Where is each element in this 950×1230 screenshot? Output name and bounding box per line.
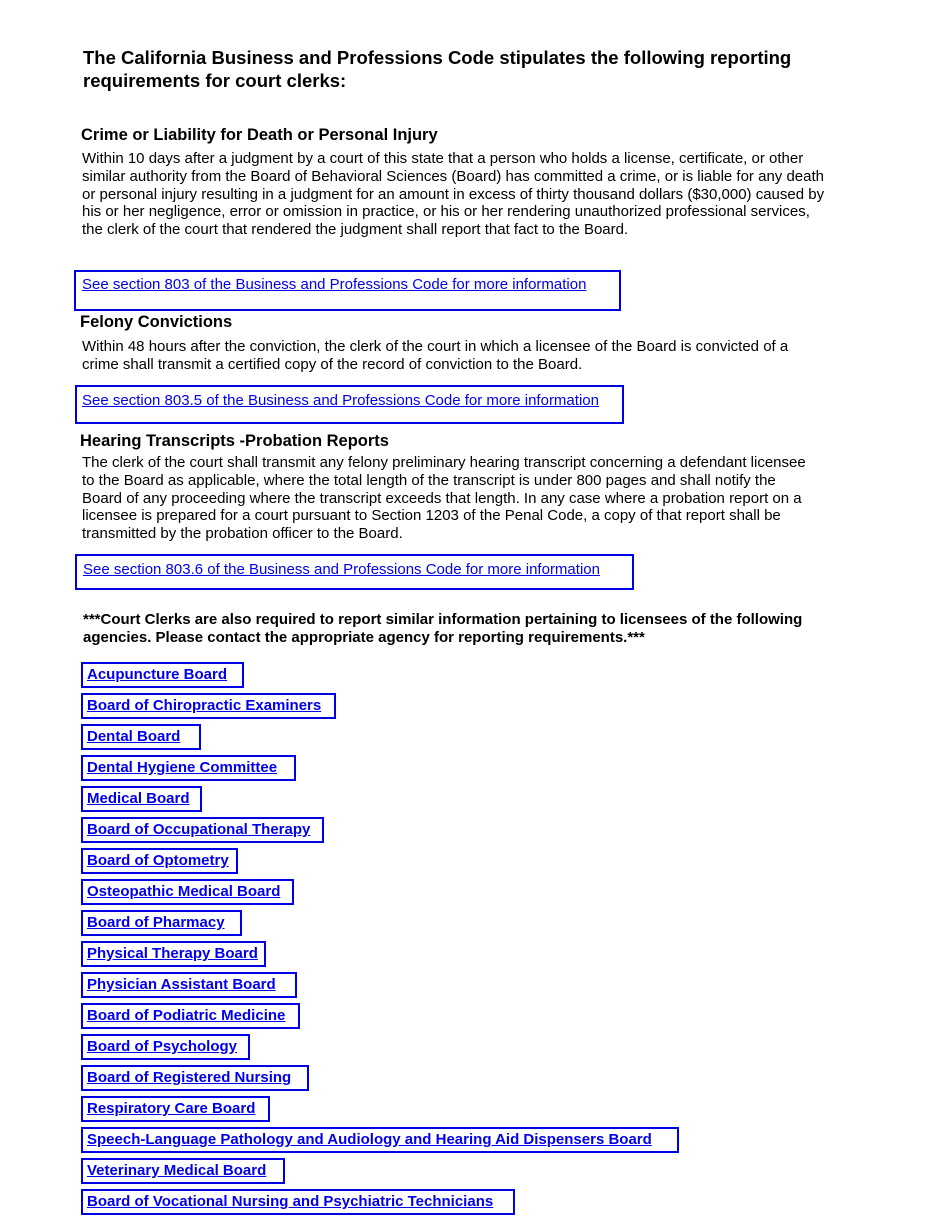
agency-box [81, 755, 296, 781]
section-heading-felony-convictions: Felony Convictions [80, 313, 233, 331]
agency-link-pharmacy[interactable]: Board of Pharmacy [87, 914, 225, 931]
agency-box [81, 662, 244, 688]
link-box-section-803-5 [75, 385, 624, 424]
agency-link-acupuncture-board[interactable]: Acupuncture Board [87, 666, 228, 683]
agency-link-medical-board[interactable]: Medical Board [87, 790, 190, 807]
agency-box [81, 848, 238, 874]
agency-link-physician-assistant-board[interactable]: Physician Assistant Board [87, 976, 276, 993]
agency-box [81, 941, 266, 967]
agency-link-optometry[interactable]: Board of Optometry [87, 852, 229, 869]
agency-box [81, 972, 297, 998]
section-heading-crime-liability: Crime or Liability for Death or Personal Injury [81, 126, 438, 144]
agency-link-podiatric-medicine[interactable]: Board of Podiatric Medicine [87, 1007, 286, 1024]
agency-box [81, 1096, 270, 1122]
agency-link-speech-language-pathology[interactable]: Speech-Language Pathology and Audiology and Hearing Aid Dispensers Board [87, 1131, 652, 1148]
agency-link-dental-hygiene-committee[interactable]: Dental Hygiene Committee [87, 759, 278, 776]
agency-box [81, 1189, 515, 1215]
agency-box [81, 724, 201, 750]
agency-box [81, 1158, 285, 1184]
link-box-section-803 [74, 270, 621, 311]
agency-box [81, 1003, 300, 1029]
agency-box [81, 1127, 679, 1153]
agency-box [81, 693, 336, 719]
agency-link-psychology[interactable]: Board of Psychology [87, 1038, 238, 1055]
section-803-6-link[interactable]: See section 803.6 of the Business and Professions Code for more information [83, 561, 600, 578]
agency-link-physical-therapy-board[interactable]: Physical Therapy Board [87, 945, 258, 962]
section-body-hearing-transcripts: The clerk of the court shall transmit any felony preliminary hearing transcript concerning a defendant licensee to the Board as applicable, where the total length of the transcript is under 800 pages and shall notify the Board of any proceeding where the transcript exceeds that length. In any case where a probation report on a licensee is prepared for a court pursuant to Section 1203 of the Penal Code, a copy of that report shall be transmitted by the probation officer to the Board. [82, 454, 806, 543]
agency-box [81, 1065, 309, 1091]
agency-box [81, 786, 202, 812]
agency-box [81, 879, 294, 905]
agency-link-veterinary-medical-board[interactable]: Veterinary Medical Board [87, 1162, 267, 1179]
section-body-crime-liability: Within 10 days after a judgment by a court of this state that a person who holds a license, certificate, or other similar authority from the Board of Behavioral Sciences (Board) has committed a crime, or is liable for any death or personal injury resulting in a judgment for an amount in excess of thirty thousand dollars ($30,000) caused by his or her negligence, error or omission in practice, or his or her rendering unauthorized professional services, the clerk of the court that rendered the judgment shall report that fact to the Board. [82, 150, 825, 239]
agency-link-registered-nursing[interactable]: Board of Registered Nursing [87, 1069, 292, 1086]
section-body-felony-convictions: Within 48 hours after the conviction, the clerk of the court in which a licensee of the Board is convicted of a crime shall transmit a certified copy of the record of conviction to the Board. [82, 338, 789, 373]
agency-link-dental-board[interactable]: Dental Board [87, 728, 181, 745]
agency-link-chiropractic-examiners[interactable]: Board of Chiropractic Examiners [87, 697, 322, 714]
section-heading-hearing-transcripts: Hearing Transcripts -Probation Reports [80, 432, 389, 450]
agency-box [81, 817, 324, 843]
agencies-note: ***Court Clerks are also required to report similar information pertaining to licensees of the following agencies. Please contact the appropriate agency for reporting requirements.*** [83, 611, 803, 646]
agency-link-respiratory-care-board[interactable]: Respiratory Care Board [87, 1100, 256, 1117]
page-title: The California Business and Professions Code stipulates the following reporting requirements for court clerks: [83, 47, 792, 91]
section-803-5-link[interactable]: See section 803.5 of the Business and Professions Code for more information [82, 392, 599, 409]
agency-link-osteopathic-medical-board[interactable]: Osteopathic Medical Board [87, 883, 281, 900]
agency-link-occupational-therapy[interactable]: Board of Occupational Therapy [87, 821, 311, 838]
link-box-section-803-6 [75, 554, 634, 590]
agency-box [81, 1034, 250, 1060]
section-803-link[interactable]: See section 803 of the Business and Professions Code for more information [82, 276, 587, 293]
agency-link-vocational-nursing[interactable]: Board of Vocational Nursing and Psychiatric Technicians [87, 1193, 494, 1210]
agency-box [81, 910, 242, 936]
